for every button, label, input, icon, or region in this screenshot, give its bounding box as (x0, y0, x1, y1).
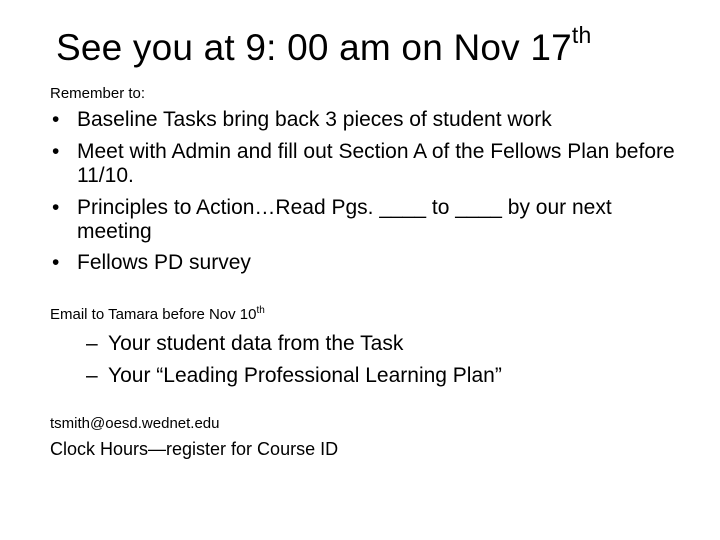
clock-hours-note: Clock Hours—register for Course ID (50, 439, 339, 459)
reminder-list (50, 108, 690, 283)
email-item-text: Your student data from the Task (108, 332, 404, 355)
email-heading-text: Email to Tamara before Nov 10 (50, 306, 257, 323)
reminder-item-text: Principles to Action…Read Pgs. ____ to ____ by our next meeting (77, 196, 612, 243)
slide-title-superscript: th (571, 21, 592, 48)
slide-title (56, 22, 592, 74)
email-item-list (86, 328, 502, 392)
reminder-item (50, 140, 690, 188)
reminder-item-text: Fellows PD survey (77, 251, 251, 274)
dash-icon: – (86, 332, 98, 355)
reminder-item (50, 196, 690, 244)
bullet-icon: • (52, 108, 60, 131)
email-address: tsmith@oesd.wednet.edu (50, 415, 220, 432)
email-heading-superscript: th (256, 305, 265, 316)
email-item-text: Your “Leading Professional Learning Plan” (108, 364, 502, 387)
remember-label: Remember to: (50, 85, 146, 102)
reminder-item-text: Baseline Tasks bring back 3 pieces of student work (77, 108, 552, 131)
email-item (86, 360, 502, 392)
bullet-icon: • (52, 196, 60, 219)
slide-title-text: See you at 9: 00 am on Nov 17 (56, 27, 572, 68)
reminder-item (50, 108, 690, 132)
email-item (86, 328, 502, 360)
email-heading (50, 305, 265, 325)
dash-icon: – (86, 364, 98, 387)
bullet-icon: • (52, 251, 60, 274)
bullet-icon: • (52, 140, 60, 163)
reminder-item-text: Meet with Admin and fill out Section A of the Fellows Plan before 11/10. (77, 140, 675, 187)
reminder-item (50, 251, 690, 275)
